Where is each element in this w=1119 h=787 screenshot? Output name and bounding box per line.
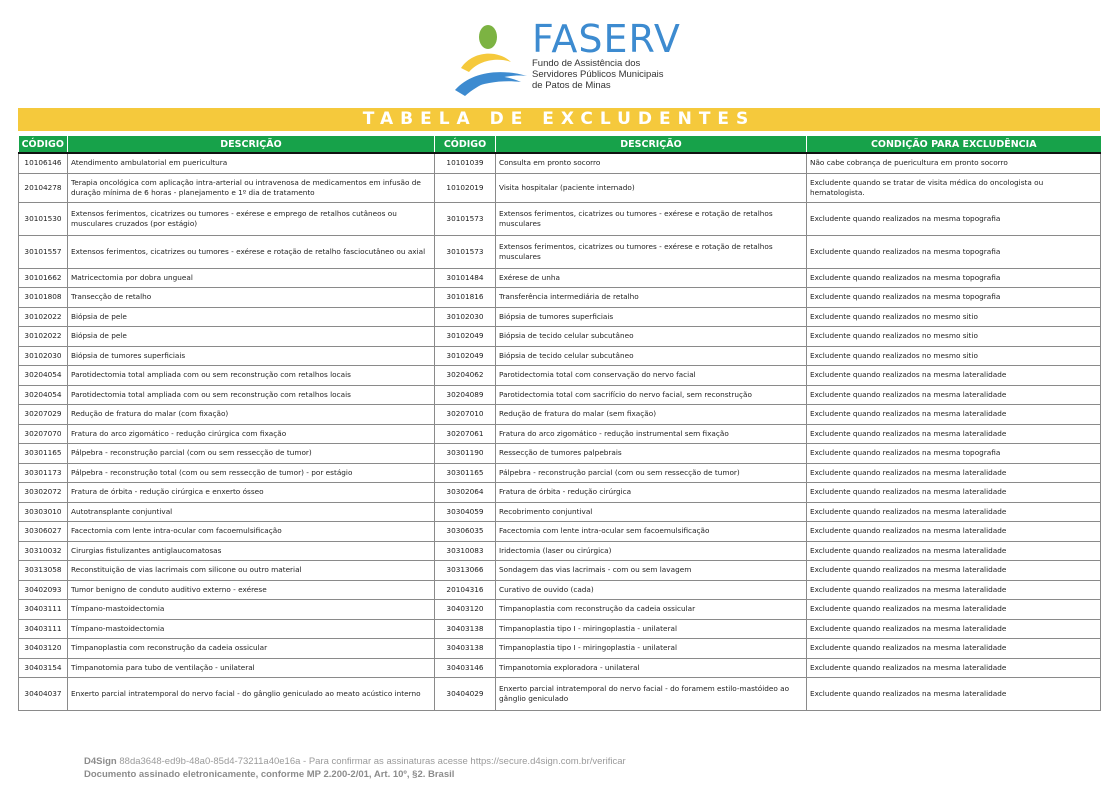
cell-codigo-2: 30304059 bbox=[435, 502, 496, 522]
cell-descricao-1: Transecção de retalho bbox=[68, 288, 435, 308]
cell-descricao-1: Extensos ferimentos, cicatrizes ou tumores - exérese e rotação de retalho fasciocutâneo ou axial bbox=[68, 235, 435, 268]
cell-descricao-1: Terapia oncológica com aplicação intra-arterial ou intravenosa de medicamentos em infusão de duração mínima de 6 horas - planejamento e 1º dia de tratamento bbox=[68, 173, 435, 202]
cell-condicao: Excludente quando realizados na mesma lateralidade bbox=[807, 366, 1101, 386]
cell-codigo-2: 10102019 bbox=[435, 173, 496, 202]
cell-condicao: Excludente quando realizados na mesma topografia bbox=[807, 268, 1101, 288]
header-codigo-1: CÓDIGO bbox=[19, 136, 68, 153]
cell-descricao-1: Timpanoplastia com reconstrução da cadeia ossicular bbox=[68, 639, 435, 659]
table-row bbox=[19, 678, 1101, 711]
cell-codigo-1: 30102030 bbox=[19, 346, 68, 366]
cell-codigo-2: 30403138 bbox=[435, 639, 496, 659]
cell-condicao: Excludente quando realizados na mesma lateralidade bbox=[807, 678, 1101, 711]
cell-condicao: Excludente quando realizados na mesma lateralidade bbox=[807, 541, 1101, 561]
cell-descricao-2: Extensos ferimentos, cicatrizes ou tumores - exérese e rotação de retalhos musculares bbox=[496, 235, 807, 268]
cell-condicao: Excludente quando realizados na mesma lateralidade bbox=[807, 600, 1101, 620]
cell-descricao-2: Curativo de ouvido (cada) bbox=[496, 580, 807, 600]
cell-descricao-2: Consulta em pronto socorro bbox=[496, 153, 807, 173]
cell-codigo-1: 30403154 bbox=[19, 658, 68, 678]
cell-codigo-1: 30403111 bbox=[19, 600, 68, 620]
cell-codigo-2: 30101816 bbox=[435, 288, 496, 308]
cell-condicao: Excludente quando realizados na mesma topografia bbox=[807, 444, 1101, 464]
table-row bbox=[19, 561, 1101, 581]
cell-codigo-2: 30301190 bbox=[435, 444, 496, 464]
cell-descricao-2: Recobrimento conjuntival bbox=[496, 502, 807, 522]
cell-descricao-1: Cirurgias fistulizantes antiglaucomatosas bbox=[68, 541, 435, 561]
excludentes-table bbox=[18, 136, 1101, 711]
table-row bbox=[19, 502, 1101, 522]
cell-codigo-1: 30302072 bbox=[19, 483, 68, 503]
cell-condicao: Excludente quando realizados na mesma lateralidade bbox=[807, 424, 1101, 444]
cell-descricao-2: Timpanoplastia tipo I - miringoplastia - unilateral bbox=[496, 619, 807, 639]
cell-codigo-2: 30403120 bbox=[435, 600, 496, 620]
cell-condicao: Excludente quando realizados na mesma lateralidade bbox=[807, 405, 1101, 425]
cell-descricao-1: Biópsia de pele bbox=[68, 327, 435, 347]
table-row bbox=[19, 327, 1101, 347]
cell-descricao-2: Timpanoplastia com reconstrução da cadeia ossicular bbox=[496, 600, 807, 620]
cell-descricao-1: Enxerto parcial intratemporal do nervo facial - do gânglio geniculado ao meato acústico interno bbox=[68, 678, 435, 711]
cell-descricao-1: Autotransplante conjuntival bbox=[68, 502, 435, 522]
cell-codigo-1: 30306027 bbox=[19, 522, 68, 542]
cell-condicao: Excludente quando realizados na mesma lateralidade bbox=[807, 385, 1101, 405]
cell-descricao-2: Exérese de unha bbox=[496, 268, 807, 288]
cell-descricao-1: Matricectomia por dobra ungueal bbox=[68, 268, 435, 288]
cell-descricao-1: Pálpebra - reconstrução parcial (com ou sem ressecção de tumor) bbox=[68, 444, 435, 464]
cell-descricao-1: Fratura de órbita - redução cirúrgica e enxerto ósseo bbox=[68, 483, 435, 503]
cell-descricao-1: Parotidectomia total ampliada com ou sem reconstrução com retalhos locais bbox=[68, 385, 435, 405]
cell-condicao: Excludente quando realizados na mesma lateralidade bbox=[807, 639, 1101, 659]
cell-condicao: Excludente quando realizados na mesma topografia bbox=[807, 202, 1101, 235]
cell-condicao: Excludente quando se tratar de visita médica do oncologista ou hematologista. bbox=[807, 173, 1101, 202]
table-row bbox=[19, 202, 1101, 235]
cell-descricao-2: Enxerto parcial intratemporal do nervo facial - do foramem estilo-mastóideo ao gânglio geniculado bbox=[496, 678, 807, 711]
table-title-banner: TABELA DE EXCLUDENTES bbox=[18, 108, 1100, 131]
cell-descricao-2: Transferência intermediária de retalho bbox=[496, 288, 807, 308]
logo-subtitle-2: Servidores Públicos Municipais bbox=[532, 69, 664, 80]
cell-descricao-2: Pálpebra - reconstrução parcial (com ou sem ressecção de tumor) bbox=[496, 463, 807, 483]
cell-condicao: Excludente quando realizados no mesmo sitio bbox=[807, 346, 1101, 366]
cell-condicao: Não cabe cobrança de puericultura em pronto socorro bbox=[807, 153, 1101, 173]
cell-codigo-1: 30303010 bbox=[19, 502, 68, 522]
cell-descricao-1: Extensos ferimentos, cicatrizes ou tumores - exérese e emprego de retalhos cutâneos ou musculares cruzados (por estágio) bbox=[68, 202, 435, 235]
cell-condicao: Excludente quando realizados na mesma topografia bbox=[807, 288, 1101, 308]
logo-subtitle-1: Fundo de Assistência dos bbox=[532, 58, 641, 69]
cell-codigo-2: 30102049 bbox=[435, 327, 496, 347]
cell-descricao-2: Timpanoplastia tipo I - miringoplastia - unilateral bbox=[496, 639, 807, 659]
cell-descricao-2: Fratura de órbita - redução cirúrgica bbox=[496, 483, 807, 503]
cell-descricao-1: Facectomia com lente intra-ocular com facoemulsificação bbox=[68, 522, 435, 542]
cell-descricao-2: Facectomia com lente intra-ocular sem facoemulsificação bbox=[496, 522, 807, 542]
cell-codigo-2: 30204062 bbox=[435, 366, 496, 386]
table-row bbox=[19, 385, 1101, 405]
cell-condicao: Excludente quando realizados no mesmo sitio bbox=[807, 307, 1101, 327]
table-row bbox=[19, 541, 1101, 561]
cell-codigo-2: 30313066 bbox=[435, 561, 496, 581]
cell-descricao-2: Extensos ferimentos, cicatrizes ou tumores - exérese e rotação de retalhos musculares bbox=[496, 202, 807, 235]
table-row bbox=[19, 463, 1101, 483]
cell-codigo-1: 30313058 bbox=[19, 561, 68, 581]
cell-descricao-1: Tímpano-mastoidectomia bbox=[68, 619, 435, 639]
logo-text-block bbox=[532, 17, 681, 91]
footer-label: D4Sign bbox=[84, 756, 117, 767]
cell-codigo-2: 30403138 bbox=[435, 619, 496, 639]
logo-name: FASERV bbox=[532, 17, 681, 61]
cell-descricao-2: Redução de fratura do malar (sem fixação) bbox=[496, 405, 807, 425]
cell-codigo-1: 30404037 bbox=[19, 678, 68, 711]
header-condicao: CONDIÇÃO PARA EXCLUDÊNCIA bbox=[807, 136, 1101, 153]
cell-descricao-1: Reconstituição de vias lacrimais com silicone ou outro material bbox=[68, 561, 435, 581]
cell-codigo-1: 30301165 bbox=[19, 444, 68, 464]
table-row bbox=[19, 600, 1101, 620]
cell-codigo-1: 30403120 bbox=[19, 639, 68, 659]
cell-codigo-2: 30101573 bbox=[435, 202, 496, 235]
cell-codigo-2: 30207061 bbox=[435, 424, 496, 444]
cell-codigo-2: 30101484 bbox=[435, 268, 496, 288]
cell-descricao-1: Pálpebra - reconstrução total (com ou sem ressecção de tumor) - por estágio bbox=[68, 463, 435, 483]
cell-descricao-2: Iridectomia (laser ou cirúrgica) bbox=[496, 541, 807, 561]
cell-condicao: Excludente quando realizados na mesma lateralidade bbox=[807, 619, 1101, 639]
header-descricao-1: DESCRIÇÃO bbox=[68, 136, 435, 153]
footer-line2: Documento assinado eletronicamente, conforme MP 2.200-2/01, Art. 10º, §2. Brasil bbox=[84, 769, 455, 780]
cell-codigo-2: 30310083 bbox=[435, 541, 496, 561]
table-row bbox=[19, 235, 1101, 268]
table-row bbox=[19, 173, 1101, 202]
table-row bbox=[19, 444, 1101, 464]
table-row bbox=[19, 580, 1101, 600]
cell-descricao-1: Tímpano-mastoidectomia bbox=[68, 600, 435, 620]
cell-descricao-2: Biópsia de tecido celular subcutâneo bbox=[496, 327, 807, 347]
cell-descricao-1: Atendimento ambulatorial em puericultura bbox=[68, 153, 435, 173]
cell-condicao: Excludente quando realizados na mesma lateralidade bbox=[807, 580, 1101, 600]
table-header-row bbox=[19, 136, 1101, 153]
cell-condicao: Excludente quando realizados na mesma lateralidade bbox=[807, 658, 1101, 678]
table-row bbox=[19, 268, 1101, 288]
cell-codigo-2: 30302064 bbox=[435, 483, 496, 503]
cell-codigo-1: 30101557 bbox=[19, 235, 68, 268]
cell-condicao: Excludente quando realizados no mesmo sitio bbox=[807, 327, 1101, 347]
cell-descricao-2: Fratura do arco zigomático - redução instrumental sem fixação bbox=[496, 424, 807, 444]
cell-codigo-1: 30101662 bbox=[19, 268, 68, 288]
table-row bbox=[19, 658, 1101, 678]
table-row bbox=[19, 346, 1101, 366]
cell-codigo-2: 30207010 bbox=[435, 405, 496, 425]
cell-codigo-2: 10101039 bbox=[435, 153, 496, 173]
cell-codigo-2: 30101573 bbox=[435, 235, 496, 268]
table-row bbox=[19, 153, 1101, 173]
signature-footer bbox=[84, 755, 626, 781]
cell-condicao: Excludente quando realizados na mesma lateralidade bbox=[807, 483, 1101, 503]
cell-codigo-1: 30402093 bbox=[19, 580, 68, 600]
cell-descricao-1: Timpanotomia para tubo de ventilação - unilateral bbox=[68, 658, 435, 678]
cell-codigo-1: 30204054 bbox=[19, 366, 68, 386]
cell-codigo-1: 30310032 bbox=[19, 541, 68, 561]
cell-condicao: Excludente quando realizados na mesma lateralidade bbox=[807, 561, 1101, 581]
cell-condicao: Excludente quando realizados na mesma lateralidade bbox=[807, 463, 1101, 483]
cell-codigo-2: 30204089 bbox=[435, 385, 496, 405]
cell-descricao-2: Parotidectomia total com sacrifício do nervo facial, sem reconstrução bbox=[496, 385, 807, 405]
table-row bbox=[19, 522, 1101, 542]
table-row bbox=[19, 483, 1101, 503]
logo-subtitle-3: de Patos de Minas bbox=[532, 80, 611, 91]
cell-codigo-2: 30404029 bbox=[435, 678, 496, 711]
table-row bbox=[19, 405, 1101, 425]
cell-descricao-2: Visita hospitalar (paciente internado) bbox=[496, 173, 807, 202]
cell-condicao: Excludente quando realizados na mesma lateralidade bbox=[807, 522, 1101, 542]
cell-descricao-2: Parotidectomia total com conservação do nervo facial bbox=[496, 366, 807, 386]
header-descricao-2: DESCRIÇÃO bbox=[496, 136, 807, 153]
footer-line1: 88da3648-ed9b-48a0-85d4-73211a40e16a - Para confirmar as assinaturas acesse https://secure.d4sign.com.br/verificar bbox=[119, 756, 626, 767]
cell-condicao: Excludente quando realizados na mesma lateralidade bbox=[807, 502, 1101, 522]
cell-descricao-1: Parotidectomia total ampliada com ou sem reconstrução com retalhos locais bbox=[68, 366, 435, 386]
cell-descricao-2: Ressecção de tumores palpebrais bbox=[496, 444, 807, 464]
cell-codigo-1: 10106146 bbox=[19, 153, 68, 173]
table-row bbox=[19, 619, 1101, 639]
cell-descricao-1: Biópsia de pele bbox=[68, 307, 435, 327]
cell-codigo-2: 30301165 bbox=[435, 463, 496, 483]
table-row bbox=[19, 366, 1101, 386]
cell-descricao-1: Redução de fratura do malar (com fixação) bbox=[68, 405, 435, 425]
cell-descricao-2: Biópsia de tumores superficiais bbox=[496, 307, 807, 327]
table-row bbox=[19, 424, 1101, 444]
cell-codigo-2: 30403146 bbox=[435, 658, 496, 678]
cell-codigo-1: 30102022 bbox=[19, 327, 68, 347]
cell-codigo-1: 30403111 bbox=[19, 619, 68, 639]
header-codigo-2: CÓDIGO bbox=[435, 136, 496, 153]
cell-codigo-1: 30207029 bbox=[19, 405, 68, 425]
table-row bbox=[19, 288, 1101, 308]
table-row bbox=[19, 639, 1101, 659]
cell-descricao-2: Biópsia de tecido celular subcutâneo bbox=[496, 346, 807, 366]
cell-codigo-1: 30101530 bbox=[19, 202, 68, 235]
cell-codigo-2: 30102030 bbox=[435, 307, 496, 327]
cell-descricao-1: Tumor benigno de conduto auditivo externo - exérese bbox=[68, 580, 435, 600]
cell-codigo-1: 30204054 bbox=[19, 385, 68, 405]
cell-codigo-2: 30102049 bbox=[435, 346, 496, 366]
cell-codigo-1: 30102022 bbox=[19, 307, 68, 327]
cell-descricao-1: Biópsia de tumores superficiais bbox=[68, 346, 435, 366]
cell-condicao: Excludente quando realizados na mesma topografia bbox=[807, 235, 1101, 268]
cell-descricao-2: Timpanotomia exploradora - unilateral bbox=[496, 658, 807, 678]
table-row bbox=[19, 307, 1101, 327]
cell-codigo-2: 30306035 bbox=[435, 522, 496, 542]
cell-codigo-1: 30207070 bbox=[19, 424, 68, 444]
cell-codigo-1: 30101808 bbox=[19, 288, 68, 308]
cell-descricao-2: Sondagem das vias lacrimais - com ou sem lavagem bbox=[496, 561, 807, 581]
cell-codigo-2: 20104316 bbox=[435, 580, 496, 600]
cell-descricao-1: Fratura do arco zigomático - redução cirúrgica com fixação bbox=[68, 424, 435, 444]
cell-codigo-1: 30301173 bbox=[19, 463, 68, 483]
cell-codigo-1: 20104278 bbox=[19, 173, 68, 202]
